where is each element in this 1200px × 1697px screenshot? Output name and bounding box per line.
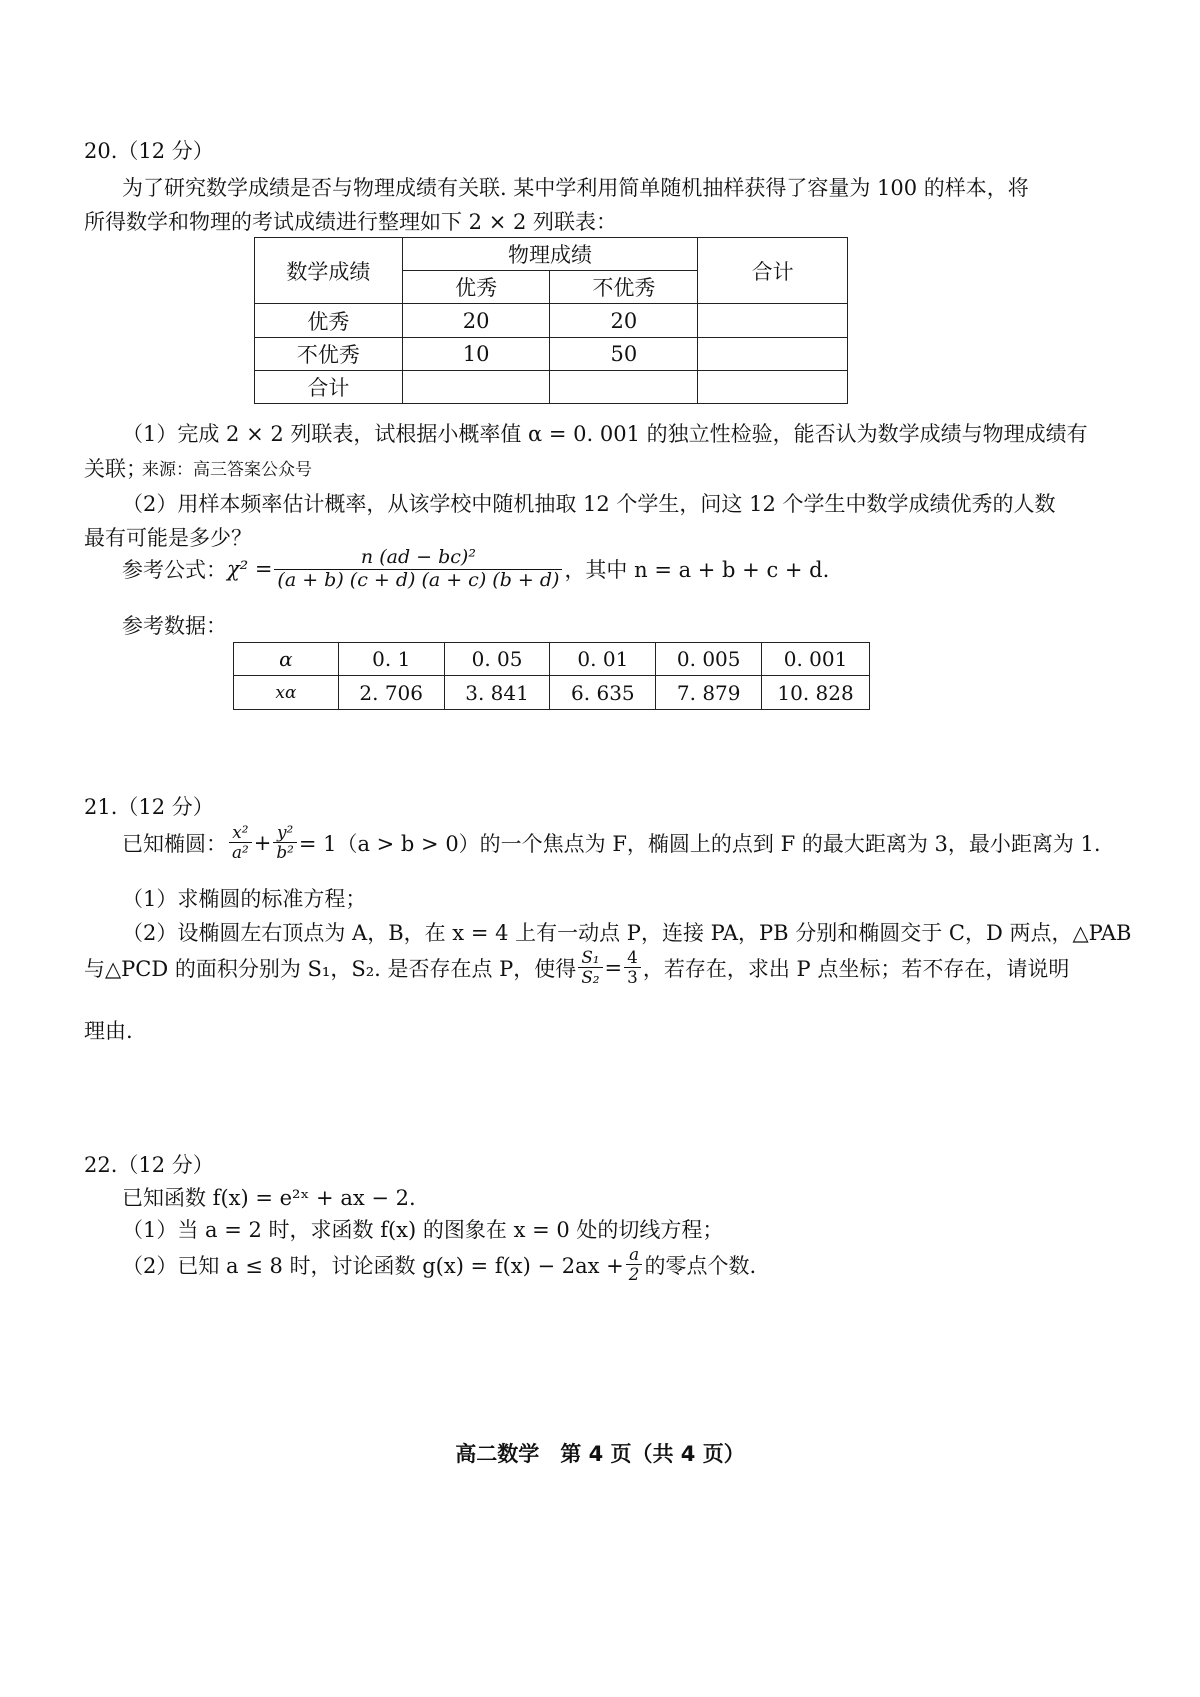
- page-footer: 高二数学 第 4 页（共 4 页）: [455, 1442, 745, 1466]
- formula-label: 参考公式：: [122, 558, 227, 583]
- q22-part2-end: 的零点个数.: [644, 1253, 757, 1278]
- formula-denominator: (a + b) (c + d) (a + c) (b + d): [277, 568, 560, 591]
- x-value: 10. 828: [762, 676, 870, 710]
- s2-denominator: S₂: [581, 967, 600, 988]
- table-header-not-excellent: 不优秀: [550, 271, 698, 304]
- table-header-physics: 物理成绩: [402, 238, 698, 271]
- reference-formula: [122, 547, 829, 592]
- y-term-denominator: b²: [276, 842, 294, 863]
- alpha-value: 0. 01: [550, 643, 656, 676]
- q22-part2-start: （2）已知 a ≤ 8 时，讨论函数 g(x) = f(x) − 2ax +: [122, 1253, 624, 1278]
- q20-part1-line2: 关联；: [84, 457, 147, 481]
- source-watermark: 来源：高三答案公众号: [142, 460, 312, 480]
- q20-intro-line2: 所得数学和物理的考试成绩进行整理如下 2 × 2 列联表：: [84, 210, 618, 234]
- ratio-value-fraction: [624, 948, 641, 988]
- formula-tail: ，其中 n = a + b + c + d.: [564, 558, 830, 583]
- table-row: [255, 304, 848, 338]
- y-term-numerator: y²: [273, 823, 296, 843]
- area-ratio-fraction: [578, 948, 602, 988]
- ratio-denominator: 3: [627, 967, 638, 988]
- q22-part2: [122, 1245, 756, 1285]
- q21-part2-line2: [84, 948, 1069, 988]
- plus-sign: +: [253, 830, 272, 855]
- table-row: [234, 643, 870, 676]
- alpha-value: 0. 005: [656, 643, 762, 676]
- s1-numerator: S₁: [578, 948, 602, 968]
- x-value: 7. 879: [656, 676, 762, 710]
- critical-value-table: [233, 642, 870, 710]
- contingency-table: [254, 237, 848, 404]
- cell-value: [698, 371, 848, 404]
- x-value: 6. 635: [550, 676, 656, 710]
- cell-value: [402, 371, 550, 404]
- q21-part2-line1: （2）设椭圆左右顶点为 A，B，在 x = 4 上有一动点 P，连接 PA，PB 分别和椭圆交于 C，D 两点，△PAB: [122, 921, 1132, 945]
- equals-sign: =: [604, 955, 623, 980]
- formula-numerator: n (ad − bc)²: [274, 547, 562, 570]
- q20-part2-line1: （2）用样本频率估计概率，从该学校中随机抽取 12 个学生，问这 12 个学生中数学成绩优秀的人数: [122, 492, 1056, 516]
- x-term-numerator: x²: [229, 823, 252, 843]
- a-half-fraction: [626, 1245, 643, 1285]
- x-value: 2. 706: [338, 676, 444, 710]
- row-label: 不优秀: [255, 338, 403, 371]
- q20-part1-line1: （1）完成 2 × 2 列联表，试根据小概率值 α = 0. 001 的独立性检验，能否认为数学成绩与物理成绩有: [122, 422, 1088, 446]
- alpha-value: 0. 001: [762, 643, 870, 676]
- table-row: [234, 676, 870, 710]
- cell-value: [698, 304, 848, 338]
- q21-stem-end: = 1（a > b > 0）的一个焦点为 F，椭圆上的点到 F 的最大距离为 3，最小距离为 1.: [298, 831, 1101, 856]
- two-denominator: 2: [628, 1264, 640, 1285]
- ellipse-x-term: [229, 823, 252, 863]
- table-row: [255, 338, 848, 371]
- q22-stem: 已知函数 f(x) = e²ˣ + ax − 2.: [122, 1186, 416, 1210]
- alpha-value: 0. 05: [444, 643, 550, 676]
- q20-intro-line1: 为了研究数学成绩是否与物理成绩有关联. 某中学利用简单随机抽样获得了容量为 100 的样本，将: [122, 176, 1029, 200]
- x-alpha-label: xα: [234, 676, 339, 710]
- cell-value: 20: [550, 304, 698, 338]
- q21-part2-line2-end: ，若存在，求出 P 点坐标；若不存在，请说明: [642, 956, 1070, 981]
- cell-value: 10: [402, 338, 550, 371]
- q21-part1: （1）求椭圆的标准方程；: [122, 887, 367, 911]
- q20-header: 20.（12 分）: [84, 139, 214, 163]
- ellipse-y-term: [273, 823, 296, 863]
- table-row: [255, 371, 848, 404]
- cell-value: [550, 371, 698, 404]
- q22-part1: （1）当 a = 2 时，求函数 f(x) 的图象在 x = 0 处的切线方程；: [122, 1218, 724, 1242]
- table-header-math: 数学成绩: [255, 238, 403, 304]
- table-header-total: 合计: [698, 238, 848, 304]
- table-header-excellent: 优秀: [402, 271, 550, 304]
- a-numerator: a: [626, 1245, 643, 1265]
- alpha-value: 0. 1: [338, 643, 444, 676]
- alpha-label: α: [234, 643, 339, 676]
- ref-data-label: 参考数据：: [122, 614, 227, 638]
- q22-header: 22.（12 分）: [84, 1153, 214, 1177]
- row-label: 优秀: [255, 304, 403, 338]
- chi-square-fraction: [274, 547, 562, 592]
- q20-part2-line2: 最有可能是多少？: [84, 526, 252, 550]
- cell-value: [698, 338, 848, 371]
- formula-lhs: χ² =: [227, 557, 273, 582]
- ratio-numerator: 4: [624, 948, 641, 968]
- q21-part2-line3: 理由.: [84, 1019, 133, 1043]
- q21-stem: [122, 823, 1101, 863]
- x-value: 3. 841: [444, 676, 550, 710]
- row-label: 合计: [255, 371, 403, 404]
- cell-value: 20: [402, 304, 550, 338]
- x-term-denominator: a²: [232, 842, 249, 863]
- cell-value: 50: [550, 338, 698, 371]
- q21-header: 21.（12 分）: [84, 795, 214, 819]
- q21-part2-line2-start: 与△PCD 的面积分别为 S₁，S₂. 是否存在点 P，使得: [84, 956, 577, 981]
- q21-stem-start: 已知椭圆：: [122, 831, 227, 856]
